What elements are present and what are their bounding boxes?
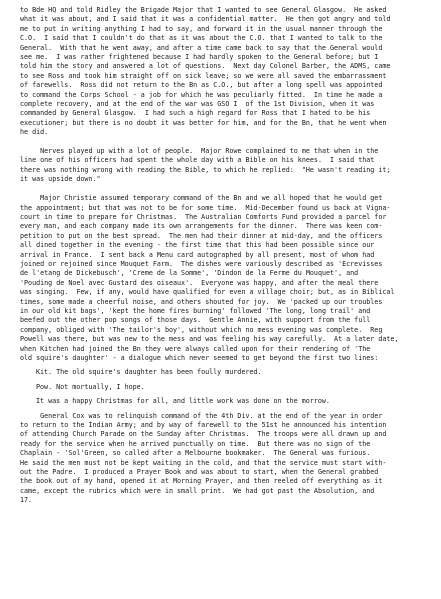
text-line: commanded by General Glasgow. I had such a high regard for Ross that I hated to be his (20, 109, 371, 118)
text-line: executioner; but there is no doubt it was better for him, and for the Bn, that he went when (20, 118, 387, 127)
text-line: beefed out the other pop songs of those days. Gentle Annie, with support from the full (20, 316, 371, 325)
text-line: me to put in writing anything I had to say, and forward it in the usual manner through the (20, 24, 383, 33)
text-line: what it was about, and I said that it was a confidential matter. He then got angry and told (20, 15, 391, 24)
paragraph-christmas (20, 194, 427, 363)
text-line: of attending Church Parade on the Sunday after Christmas. The troops were all drawn up and (20, 430, 387, 439)
text-line: 'Pouding de Noel avec Gustard des oiseaux'. Everyone was happy, and after the meal there (20, 278, 379, 287)
text-line: see me. I was rather frightened because I had hardly spoken to the General before; but I (20, 53, 379, 62)
text-line: de l'etang de Dickebusch', 'Creme de la Somme', 'Dindon de la Ferme du Mouquet', and (20, 269, 359, 278)
text-line: Major Christie assumed temporary command of the Bn and we all hoped that he would get (20, 194, 383, 203)
text-line: old squire's daughter' - a dialogue which never seemed to get beyond the first two lines: (20, 354, 379, 362)
text-line: to command the Corps School - a job for which he was peculiarly fitted. In time he made a (20, 90, 383, 99)
page-number: 17. (20, 496, 33, 505)
text-line: it was upside down." (20, 175, 101, 184)
text-line: General. With that he went away, and after a time came back to say that the General would (20, 43, 383, 52)
text-line: out the Padre. I produced a Prayer Book and was about to start, when the General grabbed (20, 468, 379, 477)
text-line: told him the story and answered a lot of questions. Next day Colonel Barber, the ADMS, came (20, 62, 391, 71)
text-line: ready for the service when he arrived punctually on time. But there was no sign of the (20, 439, 371, 448)
text-line: petition to put on the best spread. The men had their dinner at mid-day, and the officers (20, 231, 383, 240)
paragraph-nerves (20, 147, 427, 185)
text-line: to see Ross and took him straight off on sick leave; so we were all saved the embarrassment (20, 71, 387, 80)
text-line: he did. (20, 128, 49, 137)
text-line: came, except the rubrics which were in small print. We had got past the Absolution, and (20, 486, 375, 495)
text-line: every man, and each company made its own arrangements for the dinner. There was keen com- (20, 222, 383, 231)
text-line: Nerves played up with a lot of people. Major Rowe complained to me that when in the (20, 147, 379, 156)
dialogue-line: Pow. Not mortually, I hope. (36, 382, 145, 391)
text-line: times, some made a cheerful noise, and others shouted for joy. We 'packed up our troubles (20, 297, 383, 306)
text-line: company, obliged with 'The tailor's boy', without which no mess evening was complete. Reg (20, 325, 383, 334)
text-line: was singing. Few, if any, would have qualified for even a village choir; but, as in Biblical (20, 288, 395, 297)
text-line: Powell was there, but was new to the mess and was feeling his way carefully. At a later date, (20, 335, 399, 344)
text-line: there was nothing wrong with reading the Bible, to which he replied: "He wasn't reading it; (20, 165, 391, 174)
text-line: to return to the Indian Army; and by way of farewell to the 51st he announced his intention (20, 421, 387, 430)
text-line: court in time to prepare for Christmas. The Australian Comforts Fund provided a parcel for (20, 212, 387, 221)
text-line: all dined together in the evening - the first time that this had been possible since our (20, 241, 375, 250)
closing-line: It was a happy Christmas for all, and little work was done on the morrow. (36, 397, 330, 406)
dialogue-line: Kit. The old squire's daughter has been foully murdered. (36, 368, 262, 377)
text-line: line one of his officers had spent the whole day with a Bible on his knees. I said that (20, 156, 375, 165)
text-line: when Kitchen had joined the Bn they were always called upon for their rendering of 'The (20, 344, 371, 353)
text-line: the appointment; but that was not to be for some time. Mid-December found us back at Vigna- (20, 203, 391, 212)
text-line: General Cox was to relinquish command of the 4th Div. at the end of the year in order (20, 411, 383, 420)
text-line: He said the men must not be kept waiting in the cold, and that the service must start with- (20, 458, 387, 467)
dialogue-block (20, 368, 427, 406)
text-line: in our old kit bags', 'kept the home fires burning' followed 'The long, long trail' and (20, 306, 371, 315)
text-line: Chaplain - 'Sol'Green, so called after a Melbourne bookmaker. The General was furious. (20, 449, 371, 458)
text-line: arrival in France. I sent back a Menu card autographed by all present, most of whom had (20, 250, 375, 259)
text-line: to Bde HQ and told Ridley the Brigade Major that I wanted to see General Glasgow. He asked (20, 6, 387, 14)
paragraph-church-parade (20, 412, 427, 497)
text-line: complete recovery, and at the end of the war was GSO I of the 1st Division, when it was (20, 100, 375, 109)
text-line: the book out of my hand, opened it at Morning Prayer, and then reeled off everything as it (20, 477, 383, 486)
text-line: C.O. I said that I couldn't do that as it was about the C.O. that I wanted to talk to the (20, 34, 383, 43)
text-line: of farewells. Ross did not return to the Bn as C.O., but after a long spell was appointed (20, 81, 383, 90)
text-line: joined or rejoined since Mouquet Farm. The dishes were variously described as 'Ecrevisses (20, 259, 383, 268)
paragraph-ross-departure (20, 6, 427, 138)
